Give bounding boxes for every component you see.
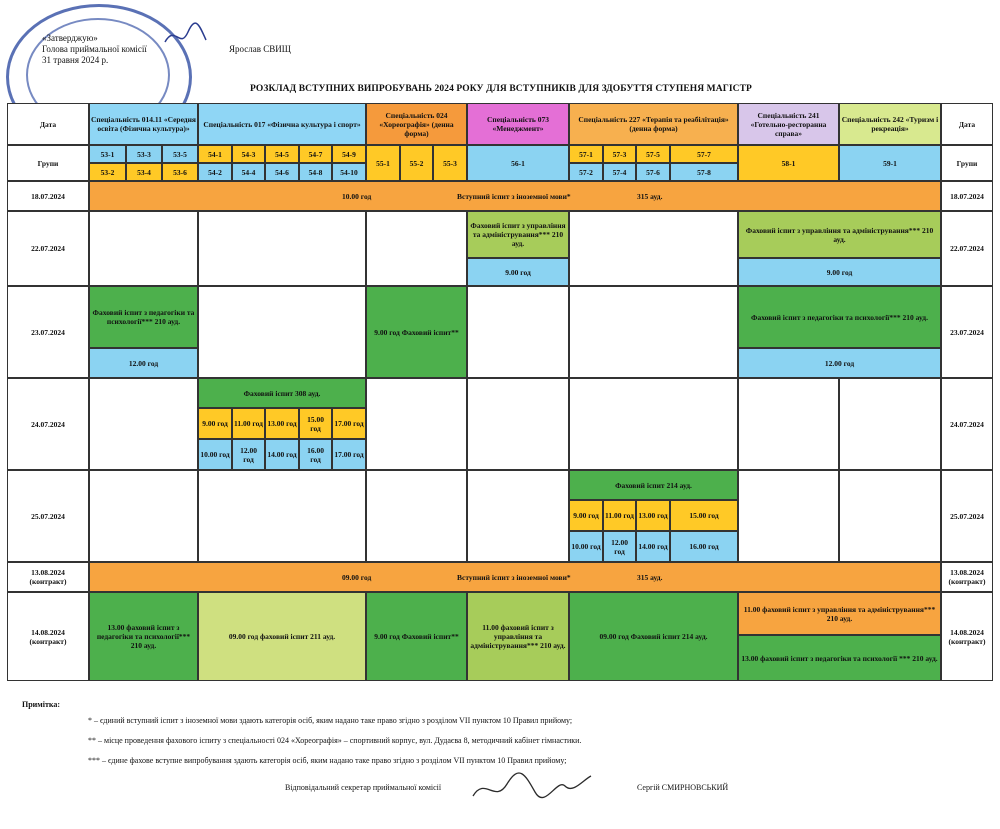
empty-cell xyxy=(467,378,569,470)
note-2: ** – місце проведення фахового іспиту з спеціальності 024 «Хореографія» – спортивний корпус, вул. Дудаєва 8, методичний кабінет гімнастики. xyxy=(88,736,582,745)
date-23-07-right: 23.07.2024 xyxy=(941,286,993,378)
group-57-3: 57-3 xyxy=(603,145,636,163)
time-slot: 15.00 год xyxy=(670,500,738,531)
time-slot: 17.00 год xyxy=(332,408,366,439)
time-slot: 13.00 год xyxy=(636,500,670,531)
group-56-1: 56-1 xyxy=(467,145,569,181)
empty-cell xyxy=(89,470,198,562)
notes-heading: Примітка: xyxy=(22,700,61,709)
note-3: *** – єдине фахове вступне випробування здають категорія осіб, яким надано таке право згідно з розділом VII пунктом 10 Правил прийому; xyxy=(88,756,567,765)
exam-time-073: 9.00 год xyxy=(467,258,569,286)
specialty-024: Спеціальність 024 «Хореографія» (денна форма) xyxy=(366,103,467,145)
date-13-08 xyxy=(7,562,89,592)
date-22-07: 22.07.2024 xyxy=(7,211,89,286)
specialty-242: Спеціальність 242 «Туризм і рекреація» xyxy=(839,103,941,145)
empty-cell xyxy=(366,470,467,562)
exam-024-contract: 9.00 год Фаховий іспит** xyxy=(366,592,467,681)
group-55-1: 55-1 xyxy=(366,145,400,181)
date-note: (контракт) xyxy=(29,636,67,646)
group-57-6: 57-6 xyxy=(636,163,670,181)
group-57-4: 57-4 xyxy=(603,163,636,181)
header-date: Дата xyxy=(7,103,89,145)
group-57-2: 57-2 xyxy=(569,163,603,181)
date-23-07: 23.07.2024 xyxy=(7,286,89,378)
date-value: 13.08.2024 xyxy=(950,568,984,577)
time-slot: 11.00 год xyxy=(603,500,636,531)
date-22-07-right: 22.07.2024 xyxy=(941,211,993,286)
exam-foreign-language-2 xyxy=(89,562,941,592)
group-53-1: 53-1 xyxy=(89,145,126,163)
empty-cell xyxy=(467,470,569,562)
signature-secretary xyxy=(465,766,595,808)
date-24-07-right: 24.07.2024 xyxy=(941,378,993,470)
exam-017-contract: 09.00 год фаховий іспит 211 ауд. xyxy=(198,592,366,681)
date-note: (контракт) xyxy=(948,636,986,646)
specialty-227: Спеціальність 227 «Терапія та реабілітація» (денна форма) xyxy=(569,103,738,145)
group-54-5: 54-5 xyxy=(265,145,299,163)
time-slot: 14.00 год xyxy=(265,439,299,470)
approve-position: Голова приймальної комісії xyxy=(42,44,147,54)
group-57-1: 57-1 xyxy=(569,145,603,163)
group-53-4: 53-4 xyxy=(126,163,162,181)
exam-management-073: Фаховий іспит з управління та адміністрування*** 210 ауд. xyxy=(467,211,569,258)
empty-cell xyxy=(366,378,467,470)
exam-241-pedagogy-contract: 13.00 фаховий іспит з педагогіки та психології *** 210 ауд. xyxy=(738,635,941,681)
groups-label: Групи xyxy=(7,145,89,181)
group-58-1: 58-1 xyxy=(738,145,839,181)
group-54-4: 54-4 xyxy=(232,163,265,181)
group-54-8: 54-8 xyxy=(299,163,332,181)
specialty-241: Спеціальність 241 «Готельно-ресторанна справа» xyxy=(738,103,839,145)
empty-cell xyxy=(89,378,198,470)
group-55-2: 55-2 xyxy=(400,145,433,181)
secretary-name: Сергій СМИРНОВСЬКИЙ xyxy=(637,783,729,792)
empty-cell xyxy=(89,211,198,286)
secretary-role: Відповідальний секретар приймальної комісії xyxy=(285,783,442,792)
exam-014-contract: 13.00 фаховий іспит з педагогіки та психології*** 210 ауд. xyxy=(89,592,198,681)
date-13-08-right xyxy=(941,562,993,592)
exam-therapy-227-head: Фаховий іспит 214 ауд. xyxy=(569,470,738,500)
specialty-017: Спеціальність 017 «Фізична культура і спорт» xyxy=(198,103,366,145)
date-14-08-right xyxy=(941,592,993,681)
approve-label: «Затверджую» xyxy=(42,33,98,43)
date-value: 13.08.2024 xyxy=(31,568,65,577)
time-slot: 16.00 год xyxy=(670,531,738,562)
date-24-07: 24.07.2024 xyxy=(7,378,89,470)
time-slot: 10.00 год xyxy=(198,439,232,470)
note-1: * – єдиний вступний іспит з іноземної мови здають категорія осіб, яким надано таке право згідно з розділом VII пунктом 10 Правил прийому; xyxy=(88,716,573,725)
empty-cell xyxy=(839,378,941,470)
date-note: (контракт) xyxy=(948,577,986,586)
exam-title: Вступний іспит з іноземної мови* xyxy=(457,572,571,582)
exam-073-contract: 11.00 фаховий іспит з управління та адміністрування*** 210 ауд. xyxy=(467,592,569,681)
time-slot: 15.00 год xyxy=(299,408,332,439)
time-slot: 12.00 год xyxy=(603,531,636,562)
exam-time-241-pedagogy: 12.00 год xyxy=(738,348,941,378)
date-25-07: 25.07.2024 xyxy=(7,470,89,562)
exam-time-241: 9.00 год xyxy=(738,258,941,286)
exam-room: 315 ауд. xyxy=(637,191,663,201)
group-53-6: 53-6 xyxy=(162,163,198,181)
time-slot: 11.00 год xyxy=(232,408,265,439)
date-value: 14.08.2024 xyxy=(31,627,65,637)
group-53-2: 53-2 xyxy=(89,163,126,181)
exam-time-014: 12.00 год xyxy=(89,348,198,378)
date-note: (контракт) xyxy=(29,577,67,586)
empty-cell xyxy=(569,378,738,470)
time-slot: 14.00 год xyxy=(636,531,670,562)
exam-pedagogy-014: Фаховий іспит з педагогіки та психології*** 210 ауд. xyxy=(89,286,198,348)
exam-241-management-contract: 11.00 фаховий іспит з управління та адміністрування*** 210 ауд. xyxy=(738,592,941,635)
group-57-7: 57-7 xyxy=(670,145,738,163)
group-54-7: 54-7 xyxy=(299,145,332,163)
date-value: 14.08.2024 xyxy=(950,627,984,637)
time-slot: 9.00 год xyxy=(198,408,232,439)
empty-cell xyxy=(198,470,366,562)
time-slot: 12.00 год xyxy=(232,439,265,470)
group-57-5: 57-5 xyxy=(636,145,670,163)
time-slot: 17.00 год xyxy=(332,439,366,470)
empty-cell xyxy=(569,211,738,286)
empty-cell xyxy=(738,470,839,562)
group-57-8: 57-8 xyxy=(670,163,738,181)
group-59-1: 59-1 xyxy=(839,145,941,181)
group-53-5: 53-5 xyxy=(162,145,198,163)
date-25-07-right: 25.07.2024 xyxy=(941,470,993,562)
date-14-08 xyxy=(7,592,89,681)
group-54-1: 54-1 xyxy=(198,145,232,163)
exam-sport-017-head: Фаховий іспит 308 ауд. xyxy=(198,378,366,408)
empty-cell xyxy=(467,286,569,378)
specialty-073: Спеціальність 073 «Менеджмент» xyxy=(467,103,569,145)
group-54-6: 54-6 xyxy=(265,163,299,181)
time-slot: 9.00 год xyxy=(569,500,603,531)
exam-time: 09.00 год xyxy=(342,572,372,582)
empty-cell xyxy=(198,286,366,378)
exam-management-241: Фаховий іспит з управління та адміністрування*** 210 ауд. xyxy=(738,211,941,258)
exam-pedagogy-241: Фаховий іспит з педагогіки та психології*** 210 ауд. xyxy=(738,286,941,348)
exam-foreign-language-1 xyxy=(89,181,941,211)
empty-cell xyxy=(198,211,366,286)
groups-label-right: Групи xyxy=(941,145,993,181)
exam-227-contract: 09.00 год Фаховий іспит 214 ауд. xyxy=(569,592,738,681)
time-slot: 16.00 год xyxy=(299,439,332,470)
empty-cell xyxy=(839,470,941,562)
time-slot: 10.00 год xyxy=(569,531,603,562)
group-54-2: 54-2 xyxy=(198,163,232,181)
empty-cell xyxy=(366,211,467,286)
group-54-10: 54-10 xyxy=(332,163,366,181)
exam-time: 10.00 год xyxy=(342,191,372,201)
exam-room: 315 ауд. xyxy=(637,572,663,582)
group-55-3: 55-3 xyxy=(433,145,467,181)
approve-date: 31 травня 2024 р. xyxy=(42,55,109,65)
specialty-014: Спеціальність 014.11 «Середня освіта (Фізична культура)» xyxy=(89,103,198,145)
group-53-3: 53-3 xyxy=(126,145,162,163)
time-slot: 13.00 год xyxy=(265,408,299,439)
director-name: Ярослав СВИЩ xyxy=(229,44,291,54)
group-54-9: 54-9 xyxy=(332,145,366,163)
exam-title: Вступний іспит з іноземної мови* xyxy=(457,191,571,201)
empty-cell xyxy=(738,378,839,470)
group-54-3: 54-3 xyxy=(232,145,265,163)
page-title: РОЗКЛАД ВСТУПНИХ ВИПРОБУВАНЬ 2024 РОКУ ДЛЯ ВСТУПНИКІВ ДЛЯ ЗДОБУТТЯ СТУПЕНЯ МАГІСТР xyxy=(250,84,752,94)
date-18-07: 18.07.2024 xyxy=(7,181,89,211)
header-date-right: Дата xyxy=(941,103,993,145)
date-18-07-right: 18.07.2024 xyxy=(941,181,993,211)
exam-choreography-024: 9.00 год Фаховий іспит** xyxy=(366,286,467,378)
empty-cell xyxy=(569,286,738,378)
signature-director xyxy=(160,22,210,52)
